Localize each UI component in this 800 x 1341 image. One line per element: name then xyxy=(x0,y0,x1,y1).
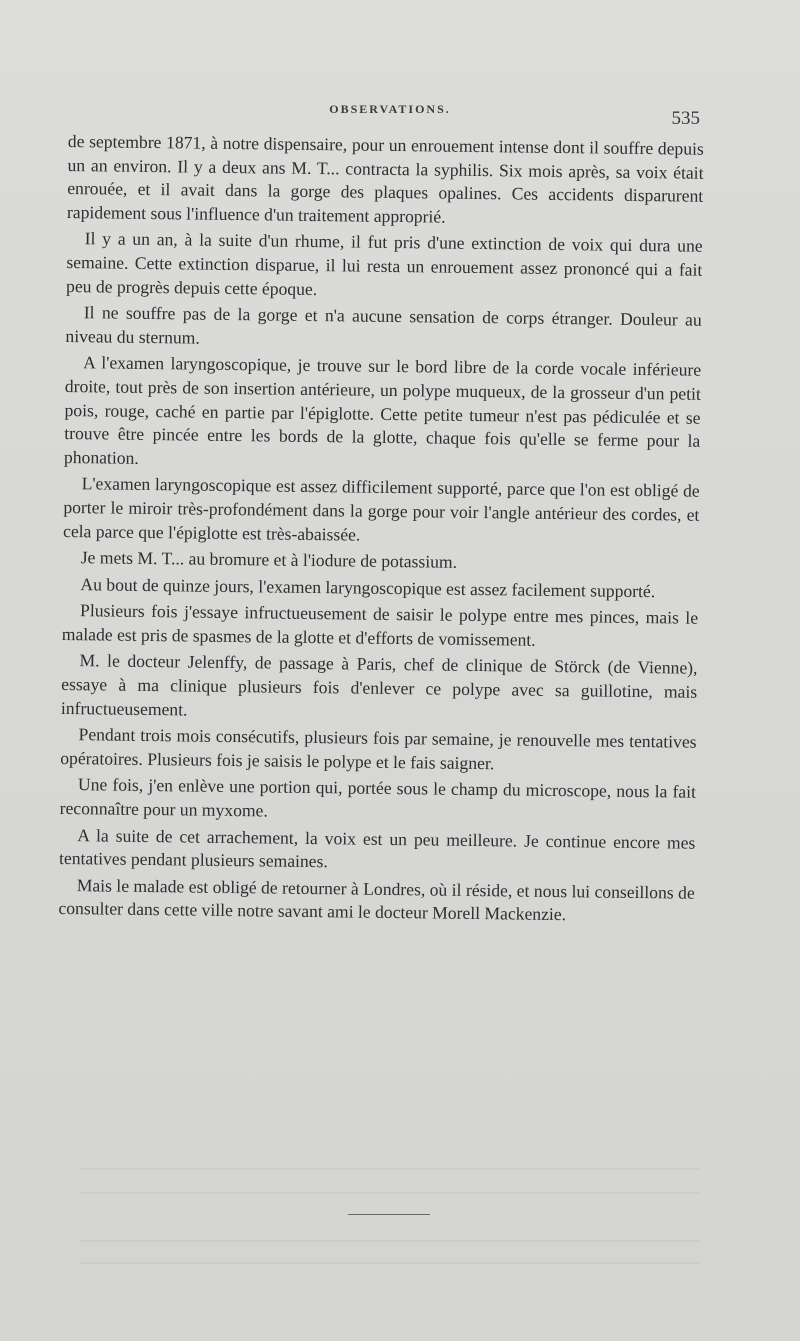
paragraph: Il y a un an, à la suite d'un rhume, il fut pris d'une extinction de voix qui dura une semaine. Cette extinction disparue, il lui resta un enrouement assez prononcé qui a fait peu de progrès depuis cette époque. xyxy=(65,228,703,299)
paragraph: L'examen laryngoscopique est assez difficilement supporté, parce que l'on est obligé de porter le miroir très-profondément dans la gorge pour voir l'angle antérieur des cordes, et cela parce que l'épiglotte est très-abaissée. xyxy=(62,473,700,545)
show-through-line xyxy=(80,1240,700,1242)
paragraph: M. le docteur Jelenffy, de passage à Paris, chef de clinique de Störck (de Vienne), essaye à ma clinique plusieurs fois d'enlever ce polype avec sa guillotine, mais infructueusement. xyxy=(60,650,698,720)
body-text xyxy=(58,130,704,932)
paragraph: Plusieurs fois j'essaye infructueusement de saisir le polype entre mes pinces, mais le malade est pris de spasmes de la glotte et d'efforts de vomissement. xyxy=(61,600,699,650)
show-through-line xyxy=(80,1192,700,1194)
paragraph: Mais le malade est obligé de retourner à Londres, où il réside, et nous lui conseillons de consulter dans cette ville notre savant ami le docteur Morell Mackenzie. xyxy=(58,874,695,925)
paragraph: A l'examen laryngoscopique, je trouve sur le bord libre de la corde vocale inférieure droite, tout près de son insertion antérieure, un polype muqueux, de la grosseur d'un petit pois, rouge, caché en partie par l'épiglotte. Cette petite tumeur n'est pas pédiculée et se trouve être pincée entre les bords de la glotte, chaque fois qu'elle se ferme pour la phonation. xyxy=(63,352,702,468)
page-number: 535 xyxy=(671,108,700,129)
section-rule xyxy=(348,1214,430,1215)
paragraph: Je mets M. T... au bromure et à l'iodure de potassium. xyxy=(80,547,458,572)
show-through-line xyxy=(80,1168,700,1170)
page-header xyxy=(60,96,720,136)
paragraph: Une fois, j'en enlève une portion qui, portée sous le champ du microscope, nous la fait reconnaître pour un myxome. xyxy=(59,774,697,821)
running-title: OBSERVATIONS. xyxy=(329,102,451,116)
paragraph: Il ne souffre pas de la gorge et n'a aucune sensation de corps étranger. Douleur au niveau du sternum. xyxy=(65,302,702,348)
paragraph: A la suite de cet arrachement, la voix est un peu meilleure. Je continue encore mes tentatives pendant plusieurs semaines. xyxy=(58,824,696,872)
paragraph: Pendant trois mois consécutifs, plusieurs fois par semaine, je renouvelle mes tentatives opératoires. Plusieurs fois je saisis le polype et le fais saigner. xyxy=(60,724,697,774)
paragraph: Au bout de quinze jours, l'examen laryngoscopique est assez facilement supporté. xyxy=(80,573,656,601)
show-through-line xyxy=(80,1262,700,1264)
paragraph: de septembre 1871, à notre dispensaire, pour un enrouement intense dont il souffre depuis un an environ. Il y a deux ans M. T... contracta la syphilis. Six mois après, sa voix était enrouée, et il avait dans la gorge des plaques opalines. Ces accidents disparurent rapidement sous l'influence d'un traitement approprié. xyxy=(66,130,704,227)
